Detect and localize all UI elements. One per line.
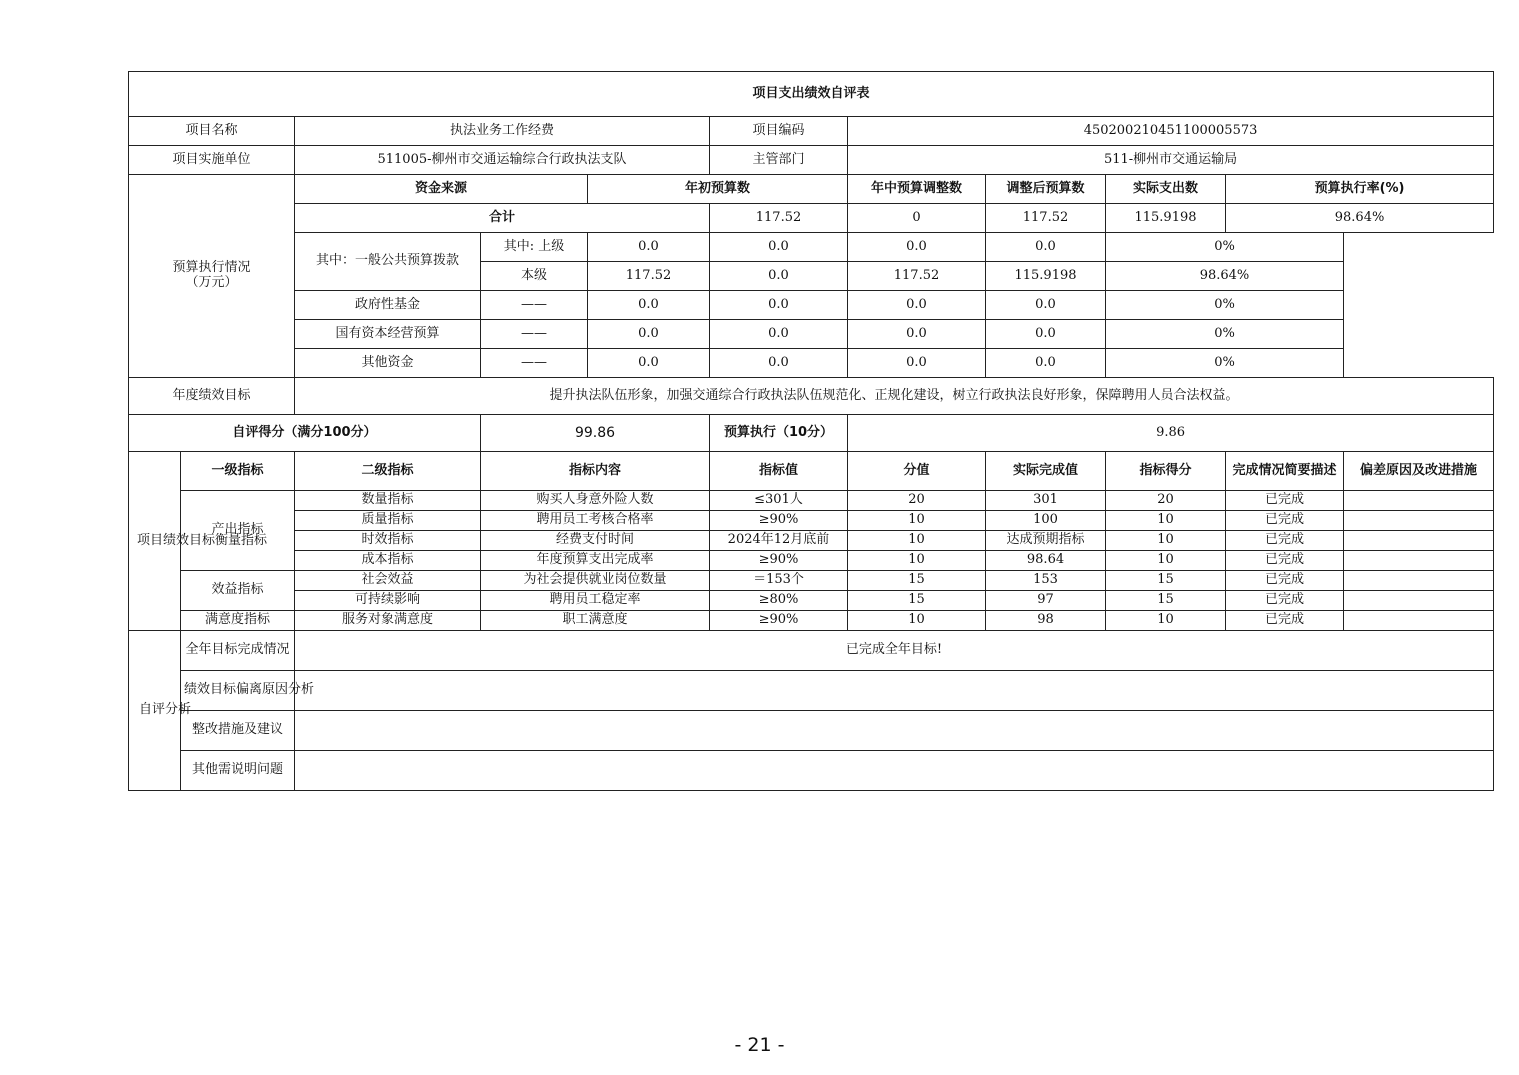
completion-text: 已完成全年目标! [295, 631, 1494, 671]
state-capital-midyear: 0.0 [710, 320, 848, 349]
header-points: 分值 [848, 452, 986, 491]
gov-fund-initial: 0.0 [588, 291, 710, 320]
sub-local-initial: 117.52 [588, 262, 710, 291]
indicator-content: 聘用员工稳定率 [481, 591, 710, 611]
self-score-label: 自评得分（满分100分） [129, 415, 481, 452]
level1-output: 产出指标 [181, 491, 295, 571]
indicator-actual: 98 [986, 611, 1106, 631]
project-code: 450200210451100005573 [848, 117, 1494, 146]
header-target: 指标值 [710, 452, 848, 491]
indicator-actual: 153 [986, 571, 1106, 591]
indicator-score: 10 [1106, 611, 1226, 631]
budget-header-rate: 预算执行率(%) [1226, 175, 1494, 204]
indicator-target: ≥90% [710, 611, 848, 631]
sub-local-midyear: 0.0 [710, 262, 848, 291]
rectify-text [295, 711, 1494, 751]
indicator-content: 经费支付时间 [481, 531, 710, 551]
unit-label: 项目实施单位 [129, 146, 295, 175]
unit-value: 511005-柳州市交通运输综合行政执法支队 [295, 146, 710, 175]
indicator-points: 10 [848, 611, 986, 631]
indicator-level2: 数量指标 [295, 491, 481, 511]
sub-local-rate: 98.64% [1106, 262, 1344, 291]
header-reason: 偏差原因及改进措施 [1344, 452, 1494, 491]
other-fund-adjusted: 0.0 [848, 349, 986, 378]
general-budget-label: 其中：一般公共预算拨款 [295, 233, 481, 291]
page-title: 项目支出绩效自评表 [129, 72, 1494, 117]
indicator-status: 已完成 [1226, 571, 1344, 591]
indicator-status: 已完成 [1226, 531, 1344, 551]
budget-exec-value: 9.86 [848, 415, 1494, 452]
level1-benefit: 效益指标 [181, 571, 295, 611]
indicator-points: 10 [848, 511, 986, 531]
budget-exec-label: 预算执行（10分） [710, 415, 848, 452]
other-fund-initial: 0.0 [588, 349, 710, 378]
deviation-label: 绩效目标偏离原因分析 [181, 671, 295, 711]
indicator-actual: 301 [986, 491, 1106, 511]
state-capital-dash: —— [481, 320, 588, 349]
indicator-score: 10 [1106, 551, 1226, 571]
sub-local-adjusted: 117.52 [848, 262, 986, 291]
indicator-points: 15 [848, 591, 986, 611]
other-fund-dash: —— [481, 349, 588, 378]
performance-table [128, 71, 1494, 791]
state-capital-actual: 0.0 [986, 320, 1106, 349]
indicator-reason [1344, 571, 1494, 591]
gov-fund-adjusted: 0.0 [848, 291, 986, 320]
header-status: 完成情况简要描述 [1226, 452, 1344, 491]
indicator-status: 已完成 [1226, 551, 1344, 571]
other-fund-actual: 0.0 [986, 349, 1106, 378]
budget-total-adjusted: 117.52 [986, 204, 1106, 233]
indicator-target: 2024年12月底前 [710, 531, 848, 551]
budget-header-source: 资金来源 [295, 175, 588, 204]
indicator-content: 聘用员工考核合格率 [481, 511, 710, 531]
page-number: - 21 - [734, 1034, 785, 1056]
other-issues-label: 其他需说明问题 [181, 751, 295, 791]
indicator-content: 为社会提供就业岗位数量 [481, 571, 710, 591]
dept-label: 主管部门 [710, 146, 848, 175]
indicator-score: 10 [1106, 531, 1226, 551]
header-level2: 二级指标 [295, 452, 481, 491]
state-capital-initial: 0.0 [588, 320, 710, 349]
rectify-label: 整改措施及建议 [181, 711, 295, 751]
indicator-points: 15 [848, 571, 986, 591]
sub-local-label: 本级 [481, 262, 588, 291]
indicator-points: 20 [848, 491, 986, 511]
indicator-score: 15 [1106, 591, 1226, 611]
indicator-level2: 社会效益 [295, 571, 481, 591]
budget-total-rate: 98.64% [1226, 204, 1494, 233]
indicator-status: 已完成 [1226, 491, 1344, 511]
sub-local-actual: 115.9198 [986, 262, 1106, 291]
indicator-target: ≥90% [710, 511, 848, 531]
annual-goal-label: 年度绩效目标 [129, 378, 295, 415]
gov-fund-dash: —— [481, 291, 588, 320]
indicator-actual: 98.64 [986, 551, 1106, 571]
budget-header-actual: 实际支出数 [1106, 175, 1226, 204]
indicator-score: 15 [1106, 571, 1226, 591]
project-name-label: 项目名称 [129, 117, 295, 146]
budget-total-initial: 117.52 [710, 204, 848, 233]
indicator-reason [1344, 511, 1494, 531]
state-capital-rate: 0% [1106, 320, 1344, 349]
sub-upper-label: 其中: 上级 [481, 233, 588, 262]
budget-total-actual: 115.9198 [1106, 204, 1226, 233]
budget-header-adjusted: 调整后预算数 [986, 175, 1106, 204]
sub-upper-initial: 0.0 [588, 233, 710, 262]
indicator-level2: 质量指标 [295, 511, 481, 531]
indicator-status: 已完成 [1226, 511, 1344, 531]
indicator-target: ≥80% [710, 591, 848, 611]
budget-section-label: 预算执行情况 （万元） [129, 175, 295, 378]
indicator-score: 20 [1106, 491, 1226, 511]
indicator-actual: 97 [986, 591, 1106, 611]
state-capital-adjusted: 0.0 [848, 320, 986, 349]
header-score: 指标得分 [1106, 452, 1226, 491]
indicator-reason [1344, 551, 1494, 571]
indicator-score: 10 [1106, 511, 1226, 531]
self-score-value: 99.86 [481, 415, 710, 452]
indicator-section-label: 项目绩效目标衡量指标 [129, 452, 181, 631]
indicator-reason [1344, 491, 1494, 511]
other-fund-label: 其他资金 [295, 349, 481, 378]
indicator-status: 已完成 [1226, 611, 1344, 631]
sub-upper-rate: 0% [1106, 233, 1344, 262]
indicator-reason [1344, 591, 1494, 611]
budget-total-label: 合计 [295, 204, 710, 233]
project-code-label: 项目编码 [710, 117, 848, 146]
deviation-text [295, 671, 1494, 711]
completion-label: 全年目标完成情况 [181, 631, 295, 671]
indicator-target: ≥90% [710, 551, 848, 571]
project-name: 执法业务工作经费 [295, 117, 710, 146]
budget-header-midyear: 年中预算调整数 [848, 175, 986, 204]
dept-value: 511-柳州市交通运输局 [848, 146, 1494, 175]
sub-upper-actual: 0.0 [986, 233, 1106, 262]
sub-upper-adjusted: 0.0 [848, 233, 986, 262]
indicator-target: ＝153个 [710, 571, 848, 591]
indicator-actual: 达成预期指标 [986, 531, 1106, 551]
header-level1: 一级指标 [181, 452, 295, 491]
annual-goal-text: 提升执法队伍形象，加强交通综合行政执法队伍规范化、正规化建设，树立行政执法良好形象，保障聘用人员合法权益。 [295, 378, 1494, 415]
indicator-reason [1344, 611, 1494, 631]
indicator-reason [1344, 531, 1494, 551]
sub-upper-midyear: 0.0 [710, 233, 848, 262]
other-fund-rate: 0% [1106, 349, 1344, 378]
gov-fund-actual: 0.0 [986, 291, 1106, 320]
header-content: 指标内容 [481, 452, 710, 491]
gov-fund-rate: 0% [1106, 291, 1344, 320]
other-fund-midyear: 0.0 [710, 349, 848, 378]
indicator-actual: 100 [986, 511, 1106, 531]
indicator-content: 职工满意度 [481, 611, 710, 631]
indicator-target: ≤301人 [710, 491, 848, 511]
gov-fund-midyear: 0.0 [710, 291, 848, 320]
header-actual: 实际完成值 [986, 452, 1106, 491]
indicator-points: 10 [848, 551, 986, 571]
indicator-content: 年度预算支出完成率 [481, 551, 710, 571]
budget-header-initial: 年初预算数 [588, 175, 848, 204]
analysis-section-label: 自评分析 [129, 631, 181, 791]
state-capital-label: 国有资本经营预算 [295, 320, 481, 349]
indicator-level2: 时效指标 [295, 531, 481, 551]
indicator-level2: 服务对象满意度 [295, 611, 481, 631]
other-issues-text [295, 751, 1494, 791]
indicator-points: 10 [848, 531, 986, 551]
indicator-level2: 成本指标 [295, 551, 481, 571]
gov-fund-label: 政府性基金 [295, 291, 481, 320]
level1-satisfaction: 满意度指标 [181, 611, 295, 631]
indicator-status: 已完成 [1226, 591, 1344, 611]
indicator-level2: 可持续影响 [295, 591, 481, 611]
indicator-content: 购买人身意外险人数 [481, 491, 710, 511]
budget-total-midyear: 0 [848, 204, 986, 233]
